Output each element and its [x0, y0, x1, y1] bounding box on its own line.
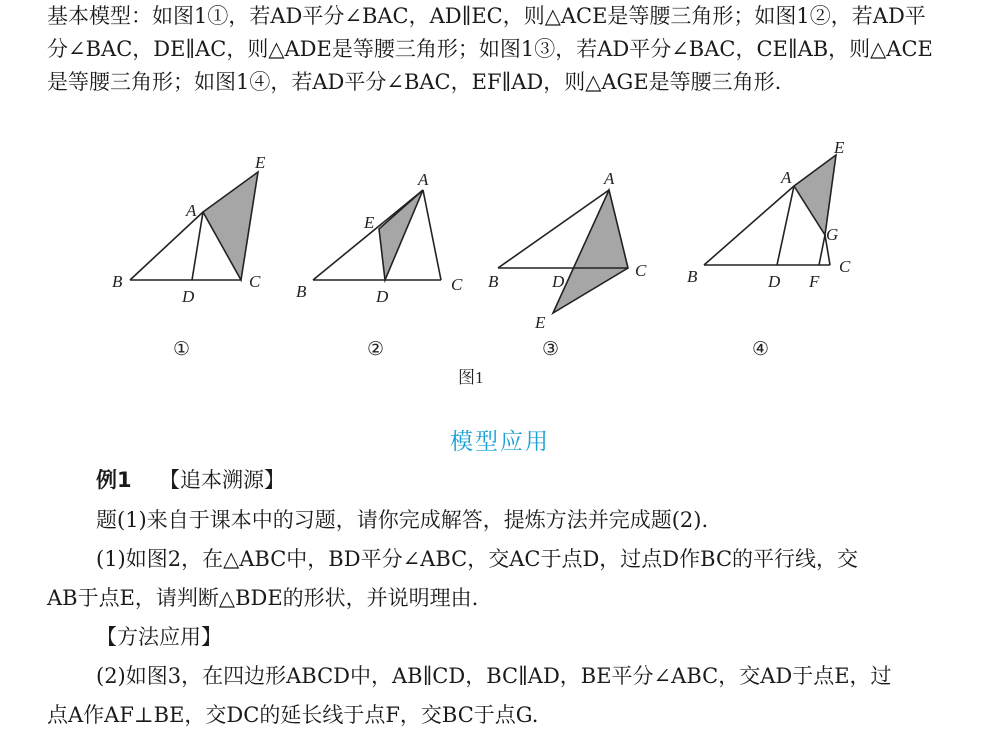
segment-ad: [192, 212, 203, 280]
label-f: F: [809, 272, 820, 291]
tag-source: 【追本溯源】: [159, 468, 285, 492]
label-c: C: [451, 275, 463, 294]
panel-number-2: ②: [367, 339, 385, 360]
figure-panel-1: [112, 153, 266, 360]
label-e: E: [364, 213, 375, 232]
label-c: C: [249, 272, 261, 291]
shaded-triangle-ace: [203, 172, 258, 280]
label-g: G: [826, 225, 839, 244]
label-b: B: [488, 272, 499, 291]
example-label: 例1: [96, 468, 132, 492]
question-2-line-2: 点A作AF⊥BE，交DC的延长线于点F，交BC于点G.: [47, 703, 539, 727]
label-a: A: [781, 168, 792, 187]
label-a: A: [418, 170, 429, 189]
label-d: D: [768, 272, 781, 291]
example-intro: 题(1)来自于课本中的习题，请你完成解答，提炼方法并完成题(2).: [96, 508, 709, 532]
basic-model-paragraph: 基本模型：如图1①，若AD平分∠BAC，AD∥EC，则△ACE是等腰三角形；如图1②，若AD平分∠BAC，DE∥AC，则△ADE是等腰三角形；如图1③，若AD平分∠BAC，CE∥AB，则△ACE是等腰三角形；如图1④，若AD平分∠BAC，EF∥AD，则△AGE是等腰三角形.: [47, 4, 933, 94]
label-d: D: [376, 287, 389, 306]
figure-panel-3: [488, 169, 647, 360]
question-2-line-1: (2)如图3，在四边形ABCD中，AB∥CD，BC∥AD，BE平分∠ABC，交AD于点E，过: [96, 664, 892, 688]
question-1-line-1: (1)如图2，在△ABC中，BD平分∠ABC，交AC于点D，过点D作BC的平行线，交: [96, 547, 859, 571]
panel-number-3: ③: [542, 339, 560, 360]
label-b: B: [687, 267, 698, 286]
shaded-triangle-ade: [379, 190, 423, 280]
figure-panel-2: [296, 170, 463, 360]
segment-ba: [313, 190, 423, 280]
section-title: 模型应用: [450, 429, 550, 455]
segment-ac: [423, 190, 441, 280]
label-e: E: [834, 138, 845, 157]
segment-ba: [130, 212, 203, 280]
label-d: D: [552, 272, 565, 291]
figure-caption: 图1: [458, 368, 484, 387]
tag-method: 【方法应用】: [96, 625, 222, 649]
panel-number-1: ①: [173, 339, 191, 360]
example-heading: [96, 465, 285, 495]
question-1-line-2: AB于点E，请判断△BDE的形状，并说明理由.: [47, 586, 479, 610]
label-e: E: [535, 313, 546, 332]
figure-1: [0, 138, 1000, 400]
label-d: D: [182, 287, 195, 306]
label-b: B: [296, 282, 307, 301]
label-a: A: [186, 201, 197, 220]
panel-number-4: ④: [752, 339, 770, 360]
segment-ba: [704, 186, 794, 265]
shaded-triangle-age: [794, 155, 836, 235]
label-b: B: [112, 272, 123, 291]
label-a: A: [604, 169, 615, 188]
segment-gf: [819, 235, 825, 265]
label-c: C: [635, 261, 647, 280]
figure-panel-4: [687, 138, 851, 360]
label-c: C: [839, 257, 851, 276]
shaded-triangle-ace: [553, 190, 628, 313]
label-e: E: [255, 153, 266, 172]
